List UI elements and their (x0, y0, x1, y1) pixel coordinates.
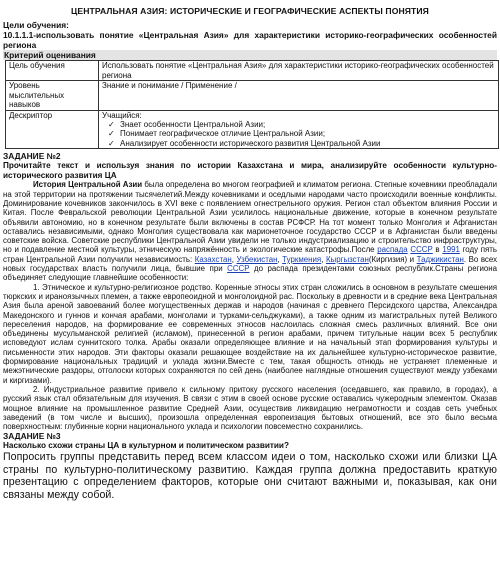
link-ussr-2[interactable]: СССР (227, 264, 250, 274)
table-row (6, 61, 499, 81)
check-mark-icon: ✓ (108, 129, 115, 139)
paragraph-lead: История Центральной Азии (33, 180, 143, 190)
descriptor-text: Анализирует особенности исторического развития Центральной Азии (120, 138, 381, 148)
link-ussr[interactable]: СССР (410, 245, 433, 255)
paragraph-text: была определена во многом географией и климатом региона. Степные кочевники преобладали на этой территории на протяжении тысячелетий.Между кочевниками и оседлыми народами часто происходили военные конфликты. Доминирование кочевников закончилось в XVI веке с появлением огнестрельного оружия. Регион стал объектом влияния России и Китая. После Февральской революции Центральной Азии усилилось национальные движение, которые в конечном результате объявили автономию, но в конечном результате были включены в состав РСФСР. На тот момент только Монголия и Афганистан оставались независимыми, однако Монголия существовала как марионеточное государство СССР и в Афганистан были введены советские войска. Советские республики Центральной Азии увидели не только индустриализацию и строительство инфраструктуры, но и подавление местной культуры, этническую напряжённость и экологические катастрофы.После (3, 180, 497, 255)
task2-paragraph-1 (3, 180, 497, 282)
paragraph-text: (Киргизия) и (368, 254, 417, 264)
descriptor-text: Понимает географическое отличие Центральной Азии; (120, 129, 326, 139)
descriptor-list (102, 120, 495, 148)
paragraph-text: до распада президентами союзных республик.Страны региона объединяет следующие главнейшие особенности: (3, 264, 497, 283)
descriptor-cell (99, 110, 499, 149)
goals-label: Цели обучения: (3, 20, 69, 30)
paragraph-text: в (432, 245, 443, 255)
page-title: ЦЕНТРАЛЬНАЯ АЗИЯ: ИСТОРИЧЕСКИЕ И ГЕОГРАФИЧЕСКИЕ АСПЕКТЫ ПОНЯТИЯ (71, 6, 429, 16)
list-item (108, 120, 495, 129)
link-turkmenia[interactable]: Туркмения (282, 254, 322, 264)
goal-text: 10.1.1.1-использовать понятие «Центральная Азия» для характеристики историко-географических особенностей региона (3, 30, 497, 50)
task2-paragraph-2: 1. Этническое и культурно-религиозное родство. Коренные этносы этих стран сложились в основном в результате смешения тюркских и ираноязычных племен, а также европеоидной и монголоидной рас. Поскольку в древности и в средние века Центральная Азия была ареной завоеваний более могущественных держав и народов (начиная с древнего Персидского царства, Александра Македонского и гуннов и кончая арабами, монголами и турками-сельджуками), а также одним из магистральных путей Великого переселения народов, на формирование ее современных этносов наслоилась сложная смесь различных влияний. Все они объединены мусульманской религией (исламом), принесенной в регион арабами, причем титульные нации всех 5 республик исповедуют ислам суннитского толка. Арабы оказали определяющее влияние и на начальный этап формирования культуры и письменности этих народов. Эти факторы оказали решающее воздействие на их дальнейшее культурно-историческое развитие, формирование национальных традиций и уклада жизни.Вместе с тем, такая общность отнюдь не устраняет племенные и межэтнические раздоры, отголоски которых сохраняются по сей день (наиболее наглядные отношения существуют между узбеками и киргизами). (3, 282, 497, 385)
paragraph-text: . Во всех новых государствах власть получили лица, бывшие при (3, 254, 498, 274)
link-kazakhstan[interactable]: Казахстан (194, 254, 232, 264)
descriptor-intro: Учащийся: (102, 110, 142, 120)
table-cell-head: Дескриптор (6, 110, 99, 149)
criteria-label: Критерий оценивания (3, 50, 497, 60)
check-mark-icon: ✓ (108, 138, 115, 148)
list-item (108, 129, 495, 138)
descriptor-text: Знает особенности Центральной Азии; (120, 120, 266, 129)
check-mark-icon: ✓ (108, 120, 115, 129)
paragraph-text: , (321, 254, 326, 264)
list-item (108, 139, 495, 148)
task2-paragraph-3: 2. Индустриальное развитие привело к сильному притоку русского населения (оседавшего, как правило, в городах), а русский язык стал обязательным для изучения. В связи с этим в своей основе русские оставались чужеродным элементом. Оказав мощное влияние на промышленное развитие Средней Азии, осуществив ликвидацию неграмотности и создав сеть учебных заведений (в том числе и высших), произошла определенная европеизация бытовых отношений, все это было весьма поверхностным: глубинные корни национального уклада и психологии повсеместно сохранились. (3, 384, 497, 432)
task3-question: Насколько схожи страны ЦА в культурном и политическом развитии? (3, 441, 289, 451)
task2-label: ЗАДАНИЕ №2 (3, 151, 61, 162)
table-row (6, 110, 499, 149)
paragraph-text: году пять стран Центральной Азии получили независимость: (3, 245, 497, 264)
criteria-table (5, 60, 499, 149)
table-cell-head: Цель обучения (6, 61, 99, 81)
table-cell-value: Использовать понятие «Центральная Азия» для характеристики историко-географических особенностей региона (99, 61, 499, 81)
link-kyrgyzstan[interactable]: Кыргызстан (325, 254, 369, 264)
link-uzbekistan[interactable]: Узбекистан (236, 254, 278, 264)
table-cell-head: Уровень мыслительных навыков (6, 81, 99, 111)
table-cell-value: Знание и понимание / Применение / (99, 81, 499, 111)
task3-label: ЗАДАНИЕ №3 (3, 431, 61, 442)
task2-question: Прочитайте текст и используя знания по истории Казахстана и мира, анализируйте особенности культурно-исторического развития ЦА (3, 161, 497, 180)
task3-text: Попросить группы представить перед всем классом идеи о том, насколько схожи или близки ЦА страны по культурно-политическому развитию. Каждая группа должна предоставить краткую презентацию с определением факторов, которые они считают важными и, показывая, как они связаны между собой. (3, 451, 497, 501)
link-tajikistan[interactable]: Таджикистан (416, 254, 464, 264)
link-raspad[interactable]: распада (377, 245, 408, 255)
paragraph-text: , (277, 254, 283, 264)
link-1991[interactable]: 1991 (442, 245, 460, 255)
table-row (6, 81, 499, 111)
paragraph-text: , (231, 254, 237, 264)
